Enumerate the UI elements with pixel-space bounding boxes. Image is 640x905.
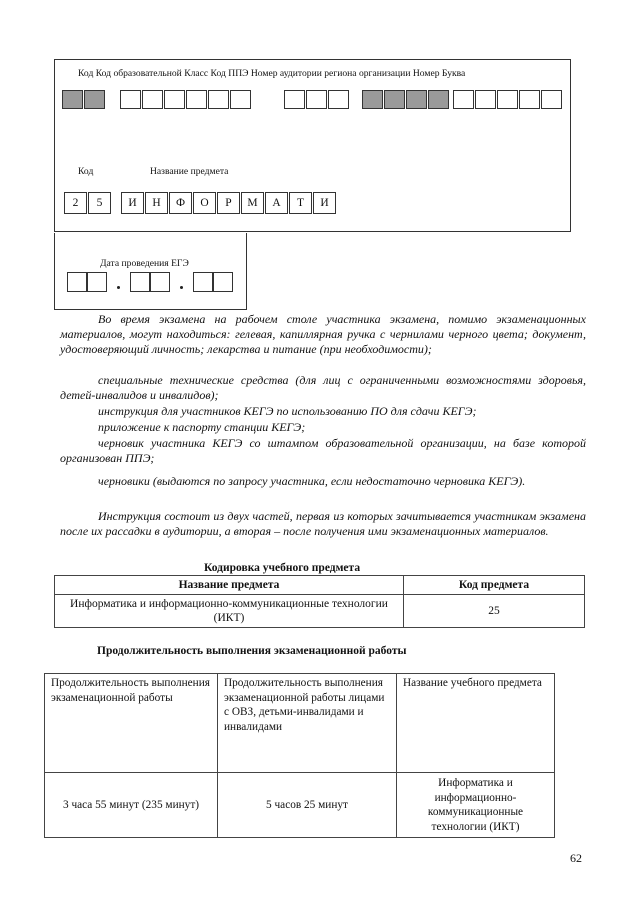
- form-cell: [62, 90, 83, 109]
- coding-table: [54, 575, 585, 628]
- table-row: [55, 595, 585, 628]
- letter-cell: О: [193, 192, 216, 214]
- table-cell: Продолжительность выполнения экзаменационной работы: [45, 674, 218, 773]
- table-header-cell: Код предмета: [404, 576, 585, 595]
- form-cell: [328, 90, 349, 109]
- form-cell: [428, 90, 449, 109]
- paragraph-desk-items: Во время экзамена на рабочем столе участника экзамена, помимо экзаменационных материалов, могут находиться: гелевая, капиллярная ручка с чернилами черного цвета; документ, удостоверяющий личность; лекарства и питание (при необходимости);: [60, 312, 586, 357]
- ppe-code-cells: [362, 90, 450, 109]
- form-cell: [142, 90, 163, 109]
- letter-cell: Ф: [169, 192, 192, 214]
- letter-cell: Р: [217, 192, 240, 214]
- region-code-cells: [62, 90, 106, 109]
- form-cell: [541, 90, 562, 109]
- subject-code-cells: [64, 192, 112, 214]
- date-separator: [180, 286, 183, 289]
- form-cell: [208, 90, 229, 109]
- form-cell: [186, 90, 207, 109]
- form-cell: [164, 90, 185, 109]
- table-cell: 5 часов 25 минут: [218, 773, 397, 838]
- form-cell: [406, 90, 427, 109]
- subject-name-cells: [121, 192, 337, 214]
- form-cell: [84, 90, 105, 109]
- paragraph-special-means: специальные технические средства (для лиц с ограниченными возможностями здоровья, детей-инвалидов и инвалидов);: [60, 373, 586, 403]
- form-cell: [362, 90, 383, 109]
- duration-table-caption: Продолжительность выполнения экзаменационной работы: [97, 645, 407, 657]
- table-cell: 25: [404, 595, 585, 628]
- paragraph-drafts-request: черновики (выдаются по запросу участника, если недостаточно черновика КЕГЭ).: [98, 474, 526, 488]
- table-row: [45, 773, 555, 838]
- form-cell: [384, 90, 405, 109]
- letter-cell: 2: [64, 192, 87, 214]
- date-cell: [87, 272, 107, 292]
- date-cell: [67, 272, 87, 292]
- paragraph-instruction-software: инструкция для участников КЕГЭ по использованию ПО для сдачи КЕГЭ;: [98, 404, 477, 418]
- letter-cell: И: [121, 192, 144, 214]
- letter-cell: 5: [88, 192, 111, 214]
- letter-cell: Н: [145, 192, 168, 214]
- form-cell: [453, 90, 474, 109]
- class-cells: [284, 90, 350, 109]
- table-header-row: [55, 576, 585, 595]
- form-cell: [306, 90, 327, 109]
- exam-date-label: Дата проведения ЕГЭ: [100, 258, 189, 269]
- date-separator: [117, 286, 120, 289]
- date-cell: [150, 272, 170, 292]
- table-cell: Информатика и информационно-коммуникационные технологии (ИКТ): [397, 773, 555, 838]
- duration-table: [44, 673, 555, 838]
- organization-code-cells: [120, 90, 252, 109]
- form-cell: [230, 90, 251, 109]
- paragraph-draft-stamp: черновик участника КЕГЭ со штампом образовательной организации, на базе которой организован ППЭ;: [60, 436, 586, 466]
- letter-cell: И: [313, 192, 336, 214]
- auditorium-cells: [453, 90, 563, 109]
- code-label: Код: [78, 166, 94, 177]
- letter-cell: Т: [289, 192, 312, 214]
- form-cell: [519, 90, 540, 109]
- letter-cell: М: [241, 192, 264, 214]
- date-cell: [193, 272, 213, 292]
- form-cell: [120, 90, 141, 109]
- form-cell: [497, 90, 518, 109]
- paragraph-station-appendix: приложение к паспорту станции КЕГЭ;: [98, 420, 306, 434]
- form-header-text: Код Код образовательной Класс Код ППЭ Номер аудитории региона организации Номер Буква: [78, 68, 466, 79]
- paragraph-instruction-parts: Инструкция состоит из двух частей, первая из которых зачитывается участникам экзамена после их рассадки в аудитории, а вторая – после получения ими экзаменационных материалов.: [60, 509, 586, 539]
- table-header-cell: Название предмета: [55, 576, 404, 595]
- subject-label: Название предмета: [150, 166, 229, 177]
- date-cell: [130, 272, 150, 292]
- page-number: 62: [570, 851, 582, 865]
- exam-date-cells: [67, 272, 233, 292]
- form-cell: [284, 90, 305, 109]
- date-cell: [213, 272, 233, 292]
- table-cell: Название учебного предмета: [397, 674, 555, 773]
- coding-table-caption: Кодировка учебного предмета: [204, 562, 361, 574]
- table-cell: Информатика и информационно-коммуникационные технологии (ИКТ): [55, 595, 404, 628]
- letter-cell: А: [265, 192, 288, 214]
- table-row: [45, 674, 555, 773]
- table-cell: 3 часа 55 минут (235 минут): [45, 773, 218, 838]
- form-cell: [475, 90, 496, 109]
- table-cell: Продолжительность выполнения экзаменационной работы лицами с ОВЗ, детьми-инвалидами и инвалидами: [218, 674, 397, 773]
